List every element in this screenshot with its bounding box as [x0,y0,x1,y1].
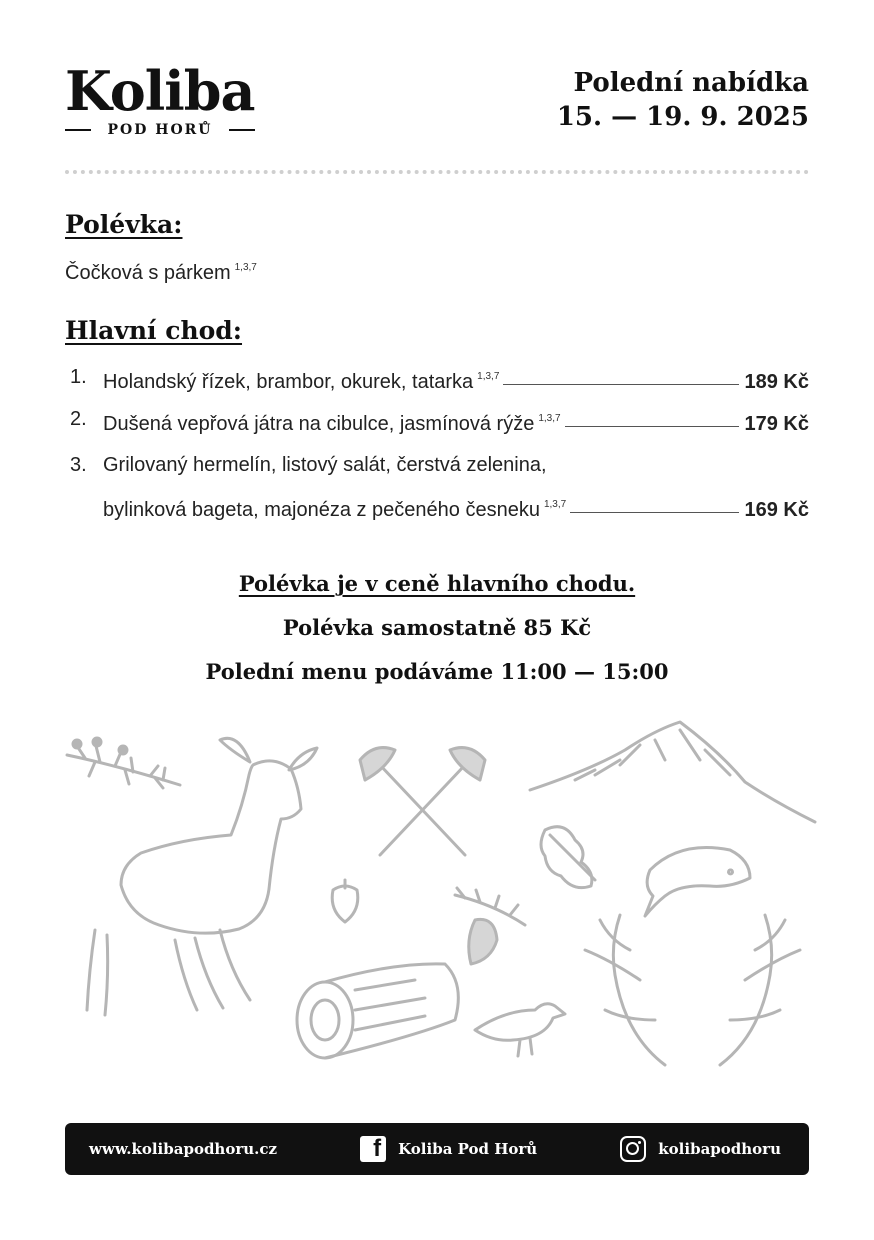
note-soup-price: Polévka samostatně 85 Kč [282,615,592,640]
item-allergens: 1,3,7 [543,499,567,510]
price-leader [565,426,739,427]
log-icon [297,964,458,1058]
pine-branch-icon [455,888,525,925]
logo-subtitle [65,122,255,138]
item-price: 169 Kč [744,499,809,521]
oak-leaf-icon [541,827,595,888]
mountain-icon [530,722,815,822]
crossed-axes-icon [360,748,485,855]
footer-bar [65,1123,809,1175]
item-allergens: 1,3,7 [538,413,561,424]
logo-subtitle-text: POD HORŮ [107,122,213,138]
logo-title: Koliba [65,59,255,123]
item-name-text: Holandský řízek, brambor, okurek, tatarka [103,371,474,393]
main-course-list [70,362,809,530]
facebook-name[interactable]: Koliba Pod Horů [398,1140,538,1158]
instagram-handle[interactable]: kolibapodhoru [658,1140,781,1158]
item-name [103,404,561,439]
website-link[interactable]: www.kolibapodhoru.cz [89,1140,278,1158]
soup-allergens: 1,3,7 [234,262,257,273]
list-item [70,404,809,446]
main-heading: Hlavní chod: [65,316,243,345]
offer-dates: 15. — 19. 9. 2025 [556,102,809,132]
notes [0,562,874,694]
facebook-icon: f [360,1136,386,1162]
price-leader [503,384,738,385]
pinecone-icon [469,919,497,964]
logo-rule-right [229,129,255,131]
footer-instagram[interactable] [620,1136,781,1162]
item-name [103,362,499,397]
dotted-divider [65,170,809,174]
deer-icon [87,738,317,1015]
acorn-icon [332,880,358,922]
list-item [70,362,809,404]
list-item [70,450,809,530]
instagram-icon [620,1136,646,1162]
illustrations [55,720,820,1090]
offer-title: Polední nabídka [573,68,809,98]
item-name [103,490,566,525]
fish-icon [645,848,750,917]
item-price: 179 Kč [744,413,809,435]
antlers-icon [585,915,800,1065]
price-leader [570,512,738,513]
item-allergens: 1,3,7 [477,371,500,382]
item-name-text: bylinková bageta, majonéza z pečeného česneku [103,499,540,521]
note-soup-included: Polévka je v ceně hlavního chodu. [238,571,636,596]
soup-heading: Polévka: [65,210,183,239]
footer-facebook[interactable] [360,1136,537,1162]
logo-rule-left [65,129,91,131]
note-serving-hours: Polední menu podáváme 11:00 — 15:00 [205,659,669,684]
soup-name: Čočková s párkem [65,262,231,284]
offer-header [557,66,809,134]
logo [65,59,260,138]
item-name-text: Dušená vepřová játra na cibulce, jasmínová rýže [103,413,535,435]
item-name-line1: Grilovaný hermelín, listový salát, čerstvá zelenina, [103,454,547,476]
item-number: 2. [70,408,87,430]
bird-icon [475,1004,565,1056]
footer-website[interactable] [89,1140,277,1158]
branch-icon [67,738,180,788]
soup-item [65,262,257,285]
item-number: 3. [70,454,87,476]
item-number: 1. [70,366,87,388]
item-price: 189 Kč [744,371,809,393]
